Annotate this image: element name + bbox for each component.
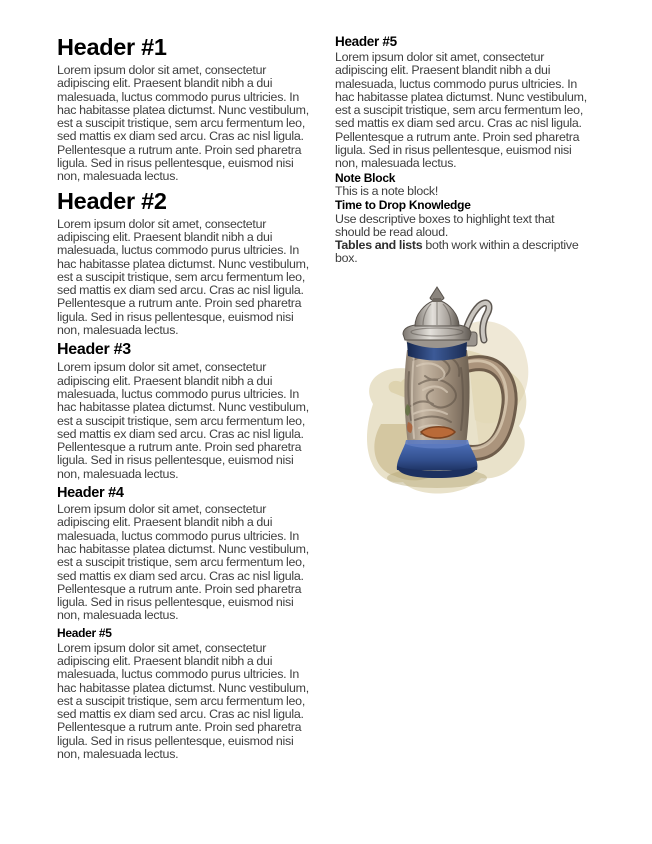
paragraph: Lorem ipsum dolor sit amet, consectetur adipiscing elit. Praesent blandit nibh a dui malesuada, luctus commodo purus ultricies. In hac habitasse platea dictumst. Nunc vestibulum, est a suscipit tristique, sem arcu fermentum leo, sed mattis ex diam sed arcu. Cras ac nisl ligula. Pellentesque a rutrum ante. Proin sed pharetra ligula. Sed in risus pellentesque, euismod nisi non, malesuada lectus. — [57, 502, 309, 623]
two-column-layout — [57, 34, 589, 761]
section-header-1 — [57, 34, 311, 184]
section-header-5-left — [57, 627, 311, 762]
paragraph: Lorem ipsum dolor sit amet, consectetur adipiscing elit. Praesent blandit nibh a dui malesuada, luctus commodo purus ultricies. In hac habitasse platea dictumst. Nunc vestibulum, est a suscipit tristique, sem arcu fermentum leo, sed mattis ex diam sed arcu. Cras ac nisl ligula. Pellentesque a rutrum ante. Proin sed pharetra ligula. Sed in risus pellentesque, euismod nisi non, malesuada lectus. — [57, 216, 309, 338]
heading-5: Header #5 — [57, 625, 112, 640]
paragraph: Lorem ipsum dolor sit amet, consectetur adipiscing elit. Praesent blandit nibh a dui malesuada, luctus commodo purus ultricies. In hac habitasse platea dictumst. Nunc vestibulum, est a suscipit tristique, sem arcu fermentum leo, sed mattis ex diam sed arcu. Cras ac nisl ligula. Pellentesque a rutrum ante. Proin sed pharetra ligula. Sed in risus pellentesque, euismod nisi non, malesuada lectus. — [57, 640, 309, 762]
section-header-3 — [57, 341, 311, 481]
stein-lid — [403, 287, 471, 340]
heading-2: Header #2 — [57, 187, 167, 214]
heading-4: Header #4 — [57, 485, 124, 502]
section-header-4 — [57, 485, 311, 623]
section-header-5-right — [335, 34, 589, 171]
heading-3: Header #3 — [57, 341, 131, 359]
heading-5: Header #5 — [335, 34, 397, 49]
orange-accent — [421, 427, 455, 438]
knowledge-label: Time to Drop Knowledge — [335, 198, 471, 213]
paragraph: Lorem ipsum dolor sit amet, consectetur adipiscing elit. Praesent blandit nibh a dui malesuada, luctus commodo purus ultricies. In hac habitasse platea dictumst. Nunc vestibulum, est a suscipit tristique, sem arcu fermentum leo, sed mattis ex diam sed arcu. Cras ac nisl ligula. Pellentesque a rutrum ante. Proin sed pharetra ligula. Sed in risus pellentesque, euismod nisi non, malesuada lectus. — [335, 50, 587, 171]
tables-lists-line — [335, 239, 589, 266]
heading-1: Header #1 — [57, 34, 167, 60]
beer-stein-illustration — [351, 284, 537, 500]
note-block-label: Note Block — [335, 170, 396, 185]
note-block-text: This is a note block! — [335, 183, 439, 198]
paragraph: Lorem ipsum dolor sit amet, consectetur adipiscing elit. Praesent blandit nibh a dui malesuada, luctus commodo purus ultricies. In hac habitasse platea dictumst. Nunc vestibulum, est a suscipit tristique, sem arcu fermentum leo, sed mattis ex diam sed arcu. Cras ac nisl ligula. Pellentesque a rutrum ante. Proin sed pharetra ligula. Sed in risus pellentesque, euismod nisi non, malesuada lectus. — [57, 63, 309, 184]
tables-lists-bold: Tables and lists — [335, 238, 423, 253]
knowledge-text: Use descriptive boxes to highlight text that should be read aloud. — [335, 211, 555, 239]
stein-body — [404, 350, 469, 446]
section-header-2 — [57, 188, 311, 338]
paragraph: Lorem ipsum dolor sit amet, consectetur adipiscing elit. Praesent blandit nibh a dui malesuada, luctus commodo purus ultricies. In hac habitasse platea dictumst. Nunc vestibulum, est a suscipit tristique, sem arcu fermentum leo, sed mattis ex diam sed arcu. Cras ac nisl ligula. Pellentesque a rutrum ante. Proin sed pharetra ligula. Sed in risus pellentesque, euismod nisi non, malesuada lectus. — [57, 360, 309, 481]
left-column — [57, 34, 311, 761]
right-column — [335, 34, 589, 761]
tables-lists-rest: both work within a descriptive box. — [335, 238, 579, 266]
stein-base — [397, 440, 478, 478]
